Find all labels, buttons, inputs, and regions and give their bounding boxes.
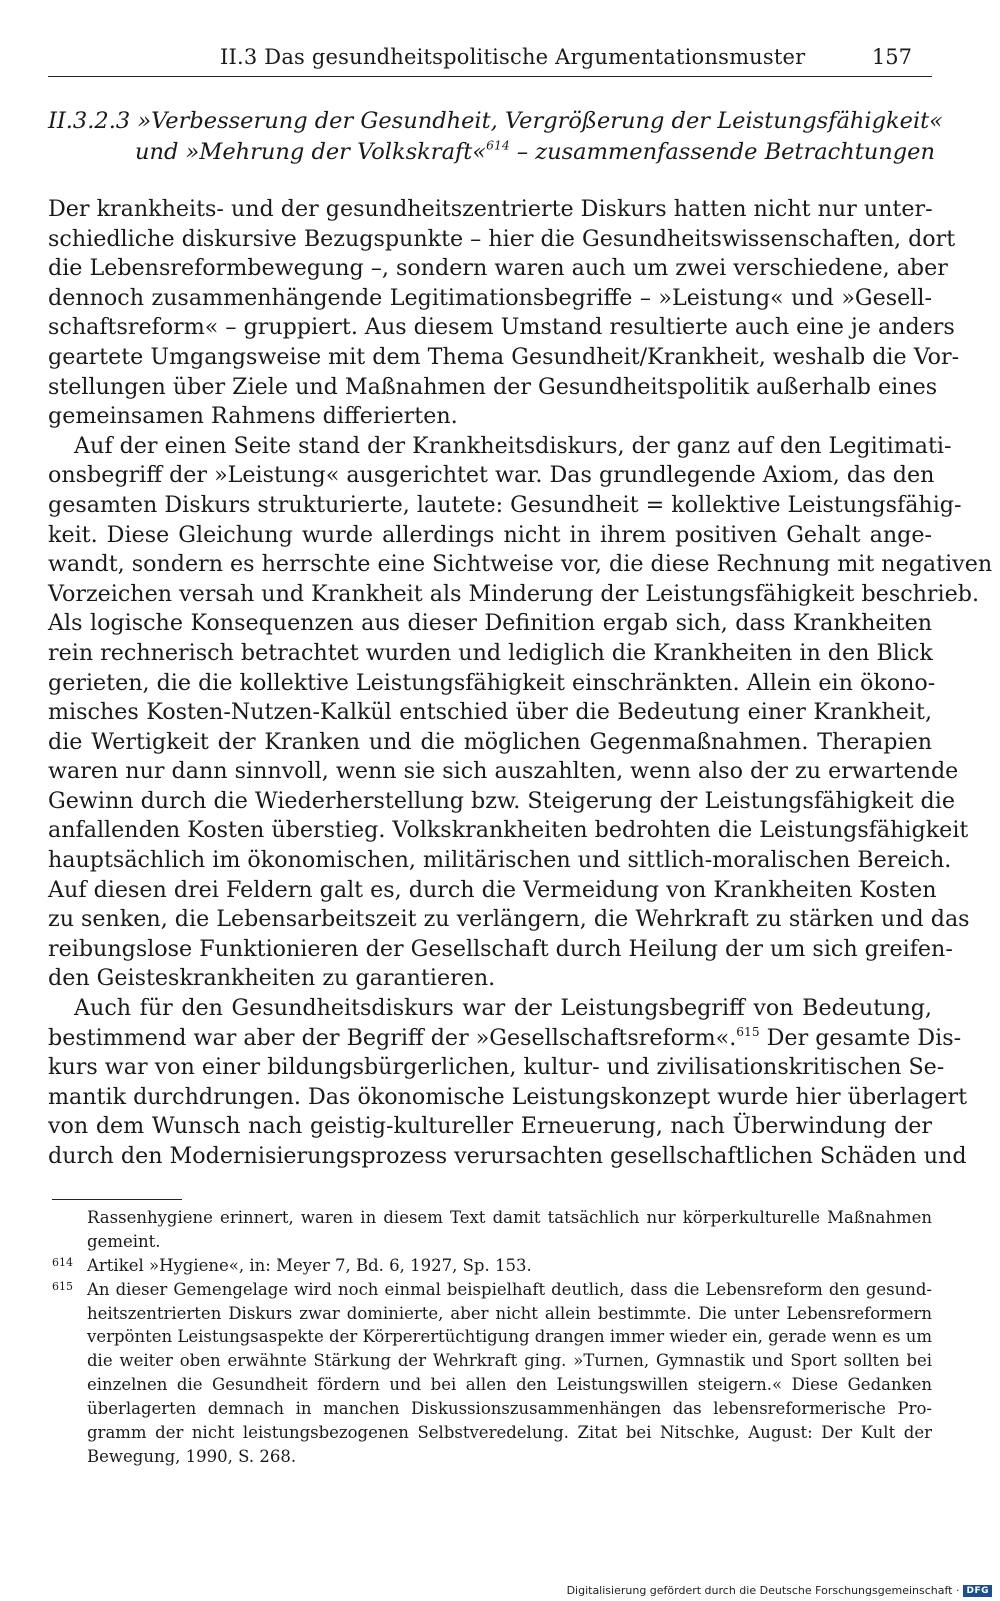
footnote-line: einzelnen die Gesundheit fördern und bei allen den Leistungswillen steigern.« Diese Gedanken xyxy=(87,1375,932,1395)
text-line: den Geisteskrankheiten zu garantieren. xyxy=(48,965,496,992)
footnote-line: heitszentrierten Diskurs zwar dominierte, aber nicht allein bestimmte. Die unter Lebensreformern xyxy=(87,1303,932,1323)
footnote-divider xyxy=(52,1199,182,1200)
footnote-line: Rassenhygiene erinnert, waren in diesem Text damit tatsächlich nur körperkulturelle Maßnahmen xyxy=(87,1208,932,1227)
footnote-continuation xyxy=(52,1206,932,1254)
footnote-line: die weiter oben erwähnte Stärkung der Wehrkraft ging. »Turnen, Gymnastik und Sport sollten bei xyxy=(87,1351,932,1371)
text-line: die Wertigkeit der Kranken und die möglichen Gegenmaßnahmen. Therapien xyxy=(48,728,932,755)
text-line: onsbegriff der »Leistung« ausgerichtet war. Das grundlegende Axiom, das den xyxy=(48,462,935,489)
text-line: durch den Modernisierungsprozess verursachten gesellschaftlichen Schäden und xyxy=(48,1143,967,1169)
running-title: II.3 Das gesundheitspolitische Argumentationsmuster xyxy=(220,45,806,69)
main-text xyxy=(48,195,993,1172)
text-line: von dem Wunsch nach geistig-kultureller Erneuerung, nach Überwindung der xyxy=(48,1113,932,1140)
text-line: misches Kosten-Nutzen-Kalkül entschied über die Bedeutung einer Krankheit, xyxy=(48,699,932,726)
text-line: Auf der einen Seite stand der Krankheitsdiskurs, der ganz auf den Legitimati- xyxy=(74,432,952,459)
text-line: waren nur dann sinnvoll, wenn sie sich auszahlten, wenn also der zu erwartende xyxy=(48,758,959,785)
paragraph-2 xyxy=(48,432,993,994)
footnote-line: Artikel »Hygiene«, in: Meyer 7, Bd. 6, 1927, Sp. 153. xyxy=(87,1255,532,1275)
text-line: stellungen über Ziele und Maßnahmen der Gesundheitspolitik außerhalb eines xyxy=(48,373,938,400)
text-line: kurs war von einer bildungsbürgerlichen, kultur- und zivilisationskritischen Se- xyxy=(48,1054,945,1081)
footnotes xyxy=(52,1206,932,1469)
text-line: anfallenden Kosten überstieg. Volkskrankheiten bedrohten die Leistungsfähigkeit xyxy=(48,817,969,844)
text-line: Vorzeichen versah und Krankheit als Minderung der Leistungsfähigkeit beschrieb. xyxy=(48,580,980,607)
text-line: wandt, sondern es herrschte eine Sichtweise vor, die diese Rechnung mit negativen xyxy=(48,551,993,578)
text-line: gesamten Diskurs strukturierte, lautete: Gesundheit = kollektive Leistungsfähig- xyxy=(48,491,962,518)
text-line: gerieten, die die kollektive Leistungsfähigkeit einschränkten. Allein ein ökono- xyxy=(48,669,936,696)
text-line: Auf diesen drei Feldern galt es, durch die Vermeidung von Krankheiten Kosten xyxy=(48,876,937,903)
footnote-number: 615 xyxy=(52,1279,73,1293)
paragraph-1 xyxy=(48,195,960,432)
footnote-line: verpönten Leistungsaspekte der Körperertüchtigung drangen immer wieder ein, gerade wenn es um xyxy=(87,1327,932,1347)
heading-line-2 xyxy=(48,137,935,168)
section-heading xyxy=(48,106,943,168)
text-line: keit. Diese Gleichung wurde allerdings nicht in ihrem positiven Gehalt ange- xyxy=(48,521,932,548)
footnote-615 xyxy=(52,1278,932,1469)
text-line: gemeinsamen Rahmens differierten. xyxy=(48,403,458,430)
text-line: dennoch zusammenhängende Legitimationsbegriffe – »Leistung« und »Gesell- xyxy=(48,284,932,311)
footnote-line: gramm der nicht leistungsbezogenen Selbstveredelung. Zitat bei Nitschke, August: Der Kult der xyxy=(87,1423,932,1443)
digitization-credit xyxy=(567,1584,992,1597)
text-line: Auch für den Gesundheitsdiskurs war der Leistungsbegriff von Bedeutung, xyxy=(74,995,932,1022)
footnote-line: gemeint. xyxy=(87,1231,161,1251)
text-line xyxy=(48,1024,962,1054)
footnote-line: An dieser Gemengelage wird noch einmal beispielhaft deutlich, dass die Lebensreform den gesund- xyxy=(87,1279,932,1299)
text-segment: bestimmend war aber der Begriff der »Gesellschaftsreform«. xyxy=(48,1024,737,1051)
running-header xyxy=(48,42,932,77)
credit-text: Digitalisierung gefördert durch die Deutsche Forschungsgemeinschaft · xyxy=(566,1584,960,1597)
text-line: schiedliche diskursive Bezugspunkte – hier die Gesundheitswissenschaften, dort xyxy=(48,225,956,252)
text-line: schaftsreform« – gruppiert. Aus diesem Umstand resultierte auch eine je anders xyxy=(48,314,955,341)
text-line: Als logische Konsequenzen aus dieser Definition ergab sich, dass Krankheiten xyxy=(48,610,932,637)
text-line: mantik durchdrungen. Das ökonomische Leistungskonzept wurde hier überlagert xyxy=(48,1083,968,1110)
heading-line-2-text: und »Mehrung der Volkskraft« xyxy=(135,139,487,165)
dfg-logo: DFG xyxy=(963,1585,992,1597)
heading-line-1: II.3.2.3 »Verbesserung der Gesundheit, Vergrößerung der Leistungsfähigkeit« xyxy=(48,108,943,134)
footnote-line: Bewegung, 1990, S. 268. xyxy=(87,1446,297,1466)
text-line: zu senken, die Lebensarbeitszeit zu verlängern, die Wehrkraft zu stärken und das xyxy=(48,906,970,933)
text-line: rein rechnerisch betrachtet wurden und lediglich die Krankheiten in den Blick xyxy=(48,639,933,666)
text-line: Gewinn durch die Wiederherstellung bzw. Steigerung der Leistungsfähigkeit die xyxy=(48,787,955,814)
page-number: 157 xyxy=(871,45,912,69)
footnote-line: überlagerten demnach in manchen Diskussionszusammenhängen das lebensreformerische Pro- xyxy=(87,1399,932,1419)
footnote-ref-614[interactable]: 614 xyxy=(486,138,510,153)
text-line: hauptsächlich im ökonomischen, militärischen und sittlich-moralischen Bereich. xyxy=(48,847,952,874)
text-line: geartete Umgangsweise mit dem Thema Gesundheit/Krankheit, weshalb die Vor- xyxy=(48,343,960,370)
text-line: Der krankheits- und der gesundheitszentrierte Diskurs hatten nicht nur unter- xyxy=(48,196,933,222)
heading-line-2-tail: – zusammenfassende Betrachtungen xyxy=(509,139,935,165)
text-line: reibungslose Funktionieren der Gesellschaft durch Heilung der um sich greifen- xyxy=(48,935,953,962)
footnote-number: 614 xyxy=(52,1255,73,1269)
text-line: die Lebensreformbewegung –, sondern waren auch um zwei verschiedene, aber xyxy=(48,255,948,282)
text-segment: Der gesamte Dis- xyxy=(759,1024,962,1051)
footnote-ref-615[interactable]: 615 xyxy=(736,1024,760,1039)
footnote-614 xyxy=(52,1254,932,1278)
paragraph-3 xyxy=(48,994,968,1172)
